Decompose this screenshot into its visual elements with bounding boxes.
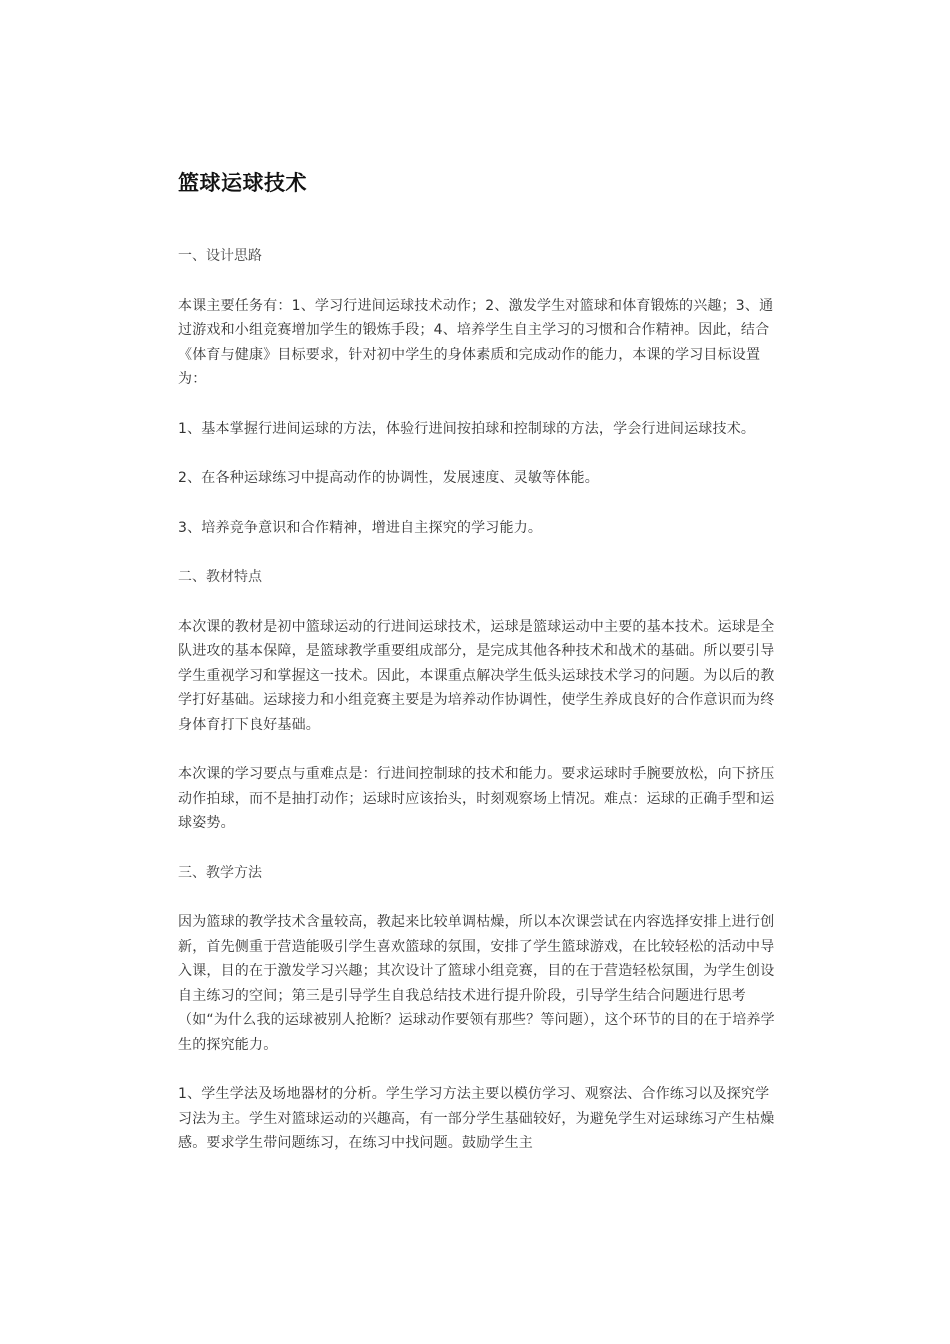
paragraph: 本次课的学习要点与重难点是：行进间控制球的技术和能力。要求运球时手腕要放松，向下挤压动作拍球，而不是抽打动作；运球时应该抬头，时刻观察场上情况。难点：运球的正确手型和运球姿势。 [178,766,775,831]
paragraph: 本次课的教材是初中篮球运动的行进间运球技术，运球是篮球运动中主要的基本技术。运球是全队进攻的基本保障，是篮球教学重要组成部分，是完成其他各种技术和战术的基础。所以要引导学生重视学习和掌握这一技术。因此，本课重点解决学生低头运球技术学习的问题。为以后的教学打好基础。运球接力和小组竞赛主要是为培养动作协调性，使学生养成良好的合作意识而为终身体育打下良好基础。 [178,618,775,733]
section-heading: 一、设计思路 [178,248,262,264]
paragraph: 2、在各种运球练习中提高动作的协调性，发展速度、灵敏等体能。 [178,470,599,486]
section-teaching-methods [178,861,778,1156]
paragraph: 1、基本掌握行进间运球的方法，体验行进间按拍球和控制球的方法，学会行进间运球技术。 [178,420,756,437]
section-heading: 二、教材特点 [178,569,262,585]
paragraph: 1、学生学法及场地器材的分析。学生学习方法主要以模仿学习、观察法、合作练习以及探究学习法为主。学生对篮球运动的兴趣高，有一部分学生基础较好，为避免学生对运球练习产生枯燥感。要求学生带问题练习，在练习中找问题。鼓励学生主 [178,1086,775,1151]
section-material-features [178,565,778,836]
document-page [178,166,778,1156]
section-design-ideas [178,244,778,540]
paragraph: 3、培养竞争意识和合作精神，增进自主探究的学习能力。 [178,519,543,536]
document-title: 篮球运球技术 [178,171,307,195]
section-heading: 三、教学方法 [178,864,262,881]
paragraph: 本课主要任务有：1、学习行进间运球技术动作；2、激发学生对篮球和体育锻炼的兴趣；3、通过游戏和小组竞赛增加学生的锻炼手段；4、培养学生自主学习的习惯和合作精神。因此，结合《体育与健康》目标要求，针对初中学生的身体素质和完成动作的能力，本课的学习目标设置为： [178,297,774,387]
paragraph: 因为篮球的教学技术含量较高，教起来比较单调枯燥，所以本次课尝试在内容选择安排上进行创新，首先侧重于营造能吸引学生喜欢篮球的氛围，安排了学生篮球游戏，在比较轻松的活动中导入课，目的在于激发学习兴趣；其次设计了篮球小组竞赛，目的在于营造轻松氛围，为学生创设自主练习的空间；第三是引导学生自我总结技术进行提升阶段，引导学生结合问题进行思考（如“为什么我的运球被别人抢断？运球动作要领有那些？等问题），这个环节的目的在于培养学生的探究能力。 [178,914,775,1053]
